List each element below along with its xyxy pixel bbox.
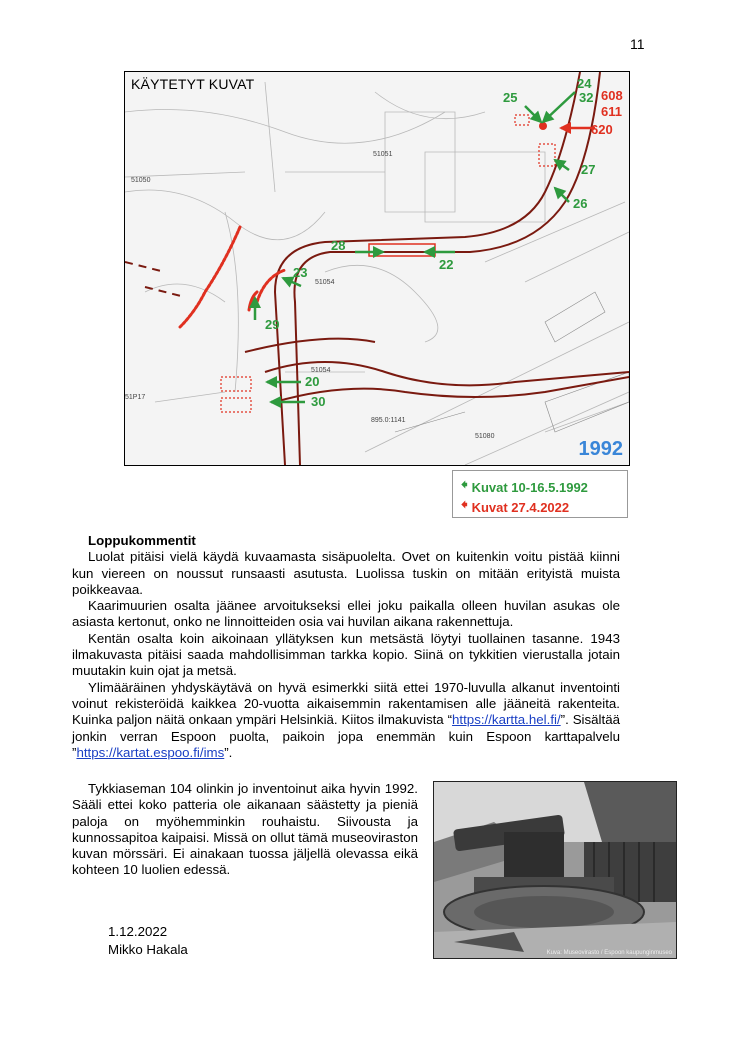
green-photo-label: 28	[331, 238, 346, 253]
paragraph: Kentän osalta koin aikoinaan yllätyksen kun metsästä löytyi tuollainen tasanne. 1943 ilmakuvasta pitäisi saada mahdollisimman tarkka kopio. Siinä on tykkitien vierustalla jotain muutakin kuin ojat ja metsä.	[72, 630, 620, 679]
arrow-head	[265, 376, 277, 388]
map-number: 895.0:1141	[371, 417, 406, 424]
legend-row-red	[461, 496, 569, 518]
map-number: 51P17	[125, 394, 146, 401]
arrow-head	[269, 396, 281, 408]
legend-red-label: Kuvat 27.4.2022	[471, 499, 570, 515]
paragraph-text: Ylimääräinen yhdyskäytävä on hyvä esimerkki siitä ettei 1970-luvulla alkanut inventointi voinut rekisteröidä kaikkea 20-vuotta aikaisemmin rakentamisen alle jääneitä rakenteita. Kuinka paljon näitä onkaan ympäri Helsinkiä. Kiitos ilmakuvista “	[72, 679, 620, 728]
mortar-photo	[433, 781, 677, 959]
red-dashed-boxes	[221, 115, 555, 412]
green-photo-label: 30	[311, 394, 326, 409]
map-legend	[452, 470, 628, 518]
paragraph: Luolat pitäisi vielä käydä kuvaamasta sisäpuolelta. Ovet on kuitenkin voitu pistää kiinni kun viereen on noussut runsaasti asutusta. Luolissa tuskin on mitään erityistä muista poikkeavaa.	[72, 549, 620, 597]
map-number: 51050	[131, 177, 151, 184]
left-arrow-icon: 🠸	[461, 497, 468, 512]
green-photo-label: 32	[579, 90, 594, 105]
legend-green-label: Kuvat 10-16.5.1992	[471, 479, 588, 495]
section-heading: Loppukommentit	[88, 533, 196, 548]
map-title: KÄYTETYT KUVAT	[131, 76, 255, 92]
green-photo-label: 23	[293, 265, 308, 280]
green-photo-label: 27	[581, 162, 596, 177]
red-marks	[180, 227, 285, 327]
map-number: 51080	[475, 433, 495, 440]
arrow-head	[559, 122, 571, 134]
date: 1.12.2022	[108, 924, 168, 939]
signature-block	[108, 923, 188, 959]
red-photo-label: 608	[601, 88, 623, 103]
link-kartat-espoo[interactable]: https://kartat.espoo.fi/ims	[76, 744, 225, 760]
paragraph: Tykkiaseman 104 olinkin jo inventoinut aika hyvin 1992. Sääli ettei koko patteria ole aikanaan säästetty ja pieniä paloja on myöhemminkin rouhaistu. Siivousta ja kunnossapitoa kaipaisi. Missä on ollut tämä museoviraston kuvan mörssäri. Ei ainakaan tuossa jäljellä olevassa eikä kohteen 10 luolien edessä.	[72, 781, 418, 878]
map-number: 51054	[311, 367, 331, 374]
mortar-photo-image	[434, 782, 676, 958]
map-number: 51054	[315, 279, 335, 286]
map-number: 51051	[373, 151, 393, 158]
author: Mikko Hakala	[108, 942, 188, 957]
link-kartta-hel[interactable]: https://kartta.hel.fi/	[452, 712, 561, 728]
green-photo-label: 24	[577, 76, 592, 91]
green-photo-label: 22	[439, 257, 454, 272]
green-photo-label: 20	[305, 374, 320, 389]
map-year: 1992	[578, 438, 623, 460]
paragraph-text: ”. Sisältää jonkin verran Espoon puolta, paikoin jopa enemmän kuin Espoon karttapalvelu ”	[72, 712, 620, 760]
red-dot	[539, 122, 547, 130]
red-photo-label: 620	[591, 122, 613, 137]
site-map	[124, 71, 630, 466]
green-photo-label: 26	[573, 196, 588, 211]
photo-arrows	[249, 92, 595, 408]
green-photo-label: 25	[503, 90, 518, 105]
paragraph	[72, 680, 620, 761]
legend-row-green	[461, 476, 588, 498]
green-photo-label: 29	[265, 317, 280, 332]
red-photo-label: 611	[601, 104, 622, 119]
map-drawing	[125, 72, 629, 465]
photo-caption: Kuva: Museovirasto / Espoon kaupunginmuseo	[546, 950, 672, 956]
article-body	[72, 533, 620, 761]
left-arrow-icon: 🠸	[461, 477, 468, 492]
page-number: 11	[630, 36, 645, 52]
paragraph: Kaarimuurien osalta jäänee arvoitukseksi ellei joku paikalla olleen huvilan asukas ole asiasta kertonut, onko ne linnoitteiden osia vai huvilan aikana rakennettuja.	[72, 598, 620, 630]
topo-lines	[125, 82, 629, 465]
paragraph-text: ”.	[224, 744, 233, 760]
